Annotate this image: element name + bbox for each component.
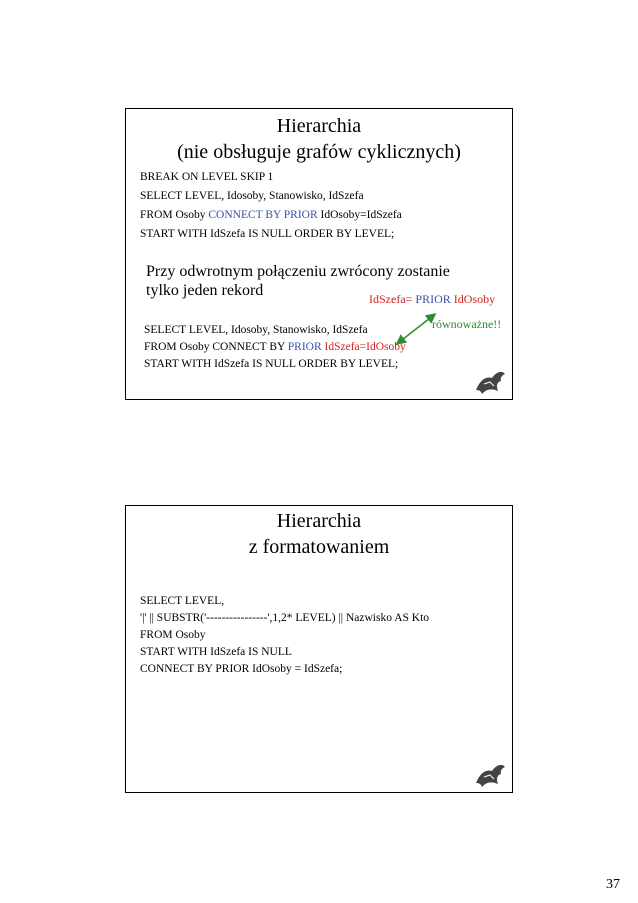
note-line2: tylko jeden rekord [146,282,264,299]
page-number: 37 [606,877,620,892]
slide2-title-line1: Hierarchia [276,510,362,532]
code2-line-from [144,339,406,356]
code-connect-by-prior: CONNECT BY PRIOR [208,209,318,221]
annotation-reverse-condition [369,292,495,307]
code2-line-start: START WITH IdSzefa IS NULL ORDER BY LEVEL; [144,358,399,370]
slide2-code-line1: SELECT LEVEL, [140,595,225,607]
slide2-code-line3: FROM Osoby [140,629,206,641]
code-line-start: START WITH IdSzefa IS NULL ORDER BY LEVEL; [140,228,395,240]
slide1-title-line1: Hierarchia [276,115,362,137]
slide1-title-line2: (nie obsługuje grafów cyklicznych) [177,141,461,163]
slide-hierarchy-cyclic [125,108,513,400]
code2-line-select: SELECT LEVEL, Idosoby, Stanowisko, IdSzefa [144,324,368,336]
code2-from-text: FROM Osoby CONNECT BY [144,341,288,353]
slide2-title-line2: z formatowaniem [248,536,390,558]
logo-icon [472,759,508,789]
code-line-select: SELECT LEVEL, Idosoby, Stanowisko, IdSzefa [140,190,364,202]
annotation-idszefa: IdSzefa= [369,292,416,306]
logo-icon [472,366,508,396]
equivalent-label: równoważne!! [432,317,502,331]
slide2-code-line2: '|' || SUBSTR('----------------',1,2* LEVEL) || Nazwisko AS Kto [140,612,430,624]
code-line-break: BREAK ON LEVEL SKIP 1 [140,171,274,183]
note-line1: Przy odwrotnym połączeniu zwrócony zostanie [146,263,450,280]
annotation-idosoby: IdOsoby [450,292,496,306]
annotation-prior: PRIOR [415,292,451,306]
slide2-code-line5: CONNECT BY PRIOR IdOsoby = IdSzefa; [140,663,343,675]
code-condition: IdOsoby=IdSzefa [317,209,402,221]
code2-condition: IdSzefa=IdOsoby [321,341,406,353]
slide-hierarchy-formatting [125,505,513,793]
code-line-from [140,207,402,223]
code2-prior: PRIOR [287,341,322,353]
slide2-code-line4: START WITH IdSzefa IS NULL [140,646,292,658]
code-from-text: FROM Osoby [140,209,209,221]
